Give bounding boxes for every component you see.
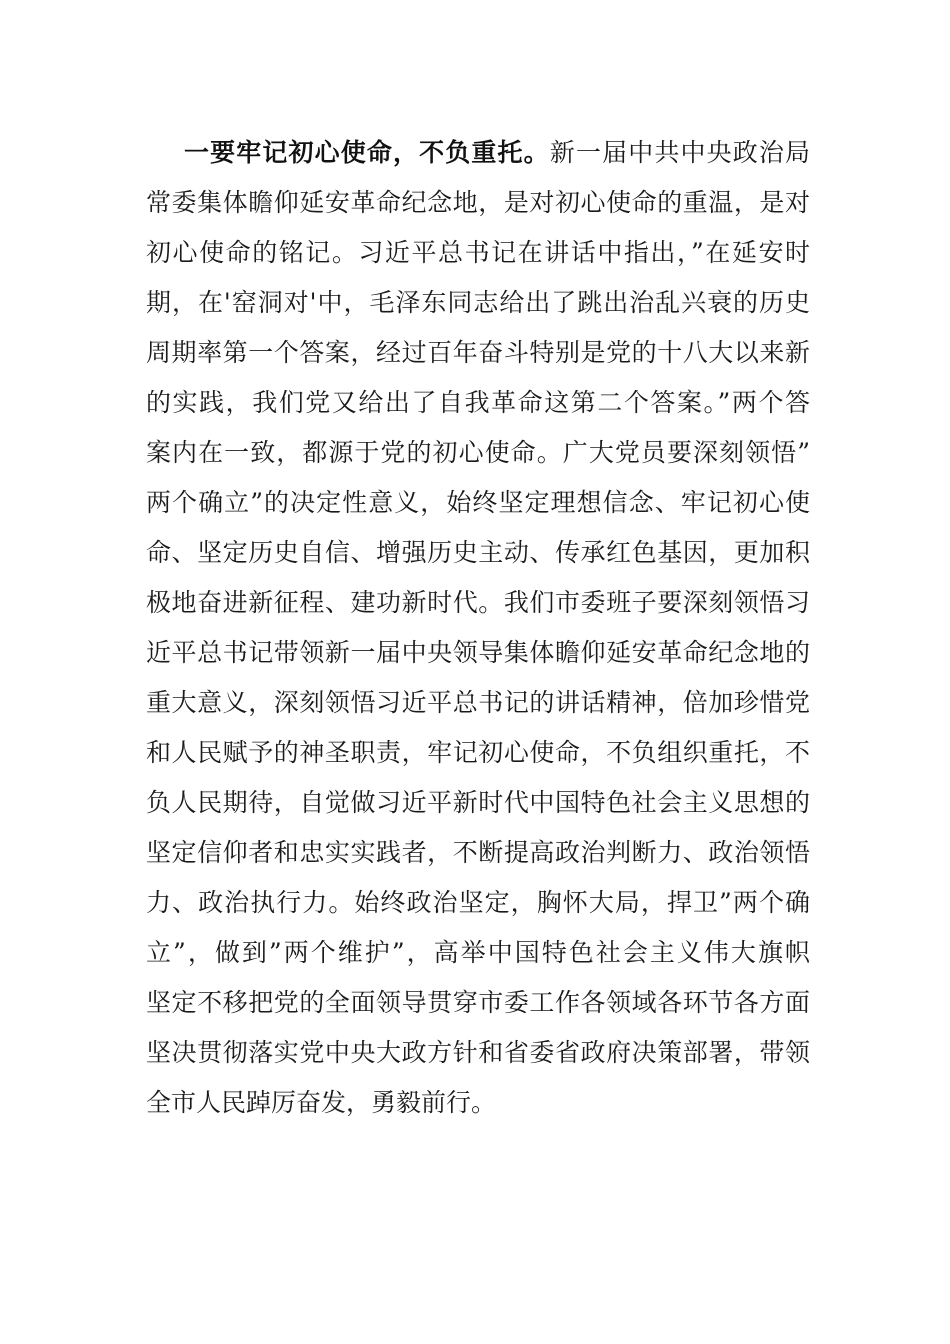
paragraph-line: 极地奋进新征程、建功新时代。我们市委班子要深刻领悟习 [146, 588, 810, 617]
paragraph-line: 负人民期待，自觉做习近平新时代中国特色社会主义思想的 [146, 788, 810, 817]
lead-heading: 一要牢记初心使命，不负重托。 [184, 138, 550, 167]
paragraph-line: 两个确立”的决定性意义，始终坚定理想信念、牢记初心使 [146, 488, 810, 517]
paragraph-line: 命、坚定历史自信、增强历史主动、传承红色基因，更加积 [146, 538, 810, 567]
paragraph-line: 期，在'窑洞对'中，毛泽东同志给出了跳出治乱兴衰的历史 [146, 288, 810, 317]
paragraph-line: 坚决贯彻落实党中央大政方针和省委省政府决策部署，带领 [146, 1038, 810, 1067]
body-paragraph [146, 128, 810, 1128]
paragraph-line: 重大意义，深刻领悟习近平总书记的讲话精神，倍加珍惜党 [146, 688, 810, 717]
paragraph-line: 坚定信仰者和忠实实践者，不断提高政治判断力、政治领悟 [146, 838, 810, 867]
paragraph-line: 和人民赋予的神圣职责，牢记初心使命，不负组织重托，不 [146, 738, 810, 767]
paragraph-line: 常委集体瞻仰延安革命纪念地，是对初心使命的重温，是对 [146, 188, 810, 217]
paragraph-line: 坚定不移把党的全面领导贯穿市委工作各领域各环节各方面 [146, 988, 810, 1017]
paragraph-line: 近平总书记带领新一届中央领导集体瞻仰延安革命纪念地的 [146, 638, 810, 667]
paragraph-line [146, 128, 810, 178]
paragraph-line: 立”，做到”两个维护”，高举中国特色社会主义伟大旗帜 [146, 938, 810, 967]
paragraph-line: 力、政治执行力。始终政治坚定，胸怀大局，捍卫”两个确 [146, 888, 810, 917]
paragraph-line: 周期率第一个答案，经过百年奋斗特别是党的十八大以来新 [146, 338, 810, 367]
paragraph-text: 新一届中共中央政治局 [549, 138, 810, 167]
paragraph-line: 全市人民踔厉奋发，勇毅前行。 [146, 1088, 497, 1117]
paragraph-line: 案内在一致，都源于党的初心使命。广大党员要深刻领悟” [146, 438, 810, 467]
paragraph-line: 初心使命的铭记。习近平总书记在讲话中指出，”在延安时 [146, 238, 810, 267]
paragraph-line: 的实践，我们党又给出了自我革命这第二个答案。”两个答 [146, 388, 810, 417]
